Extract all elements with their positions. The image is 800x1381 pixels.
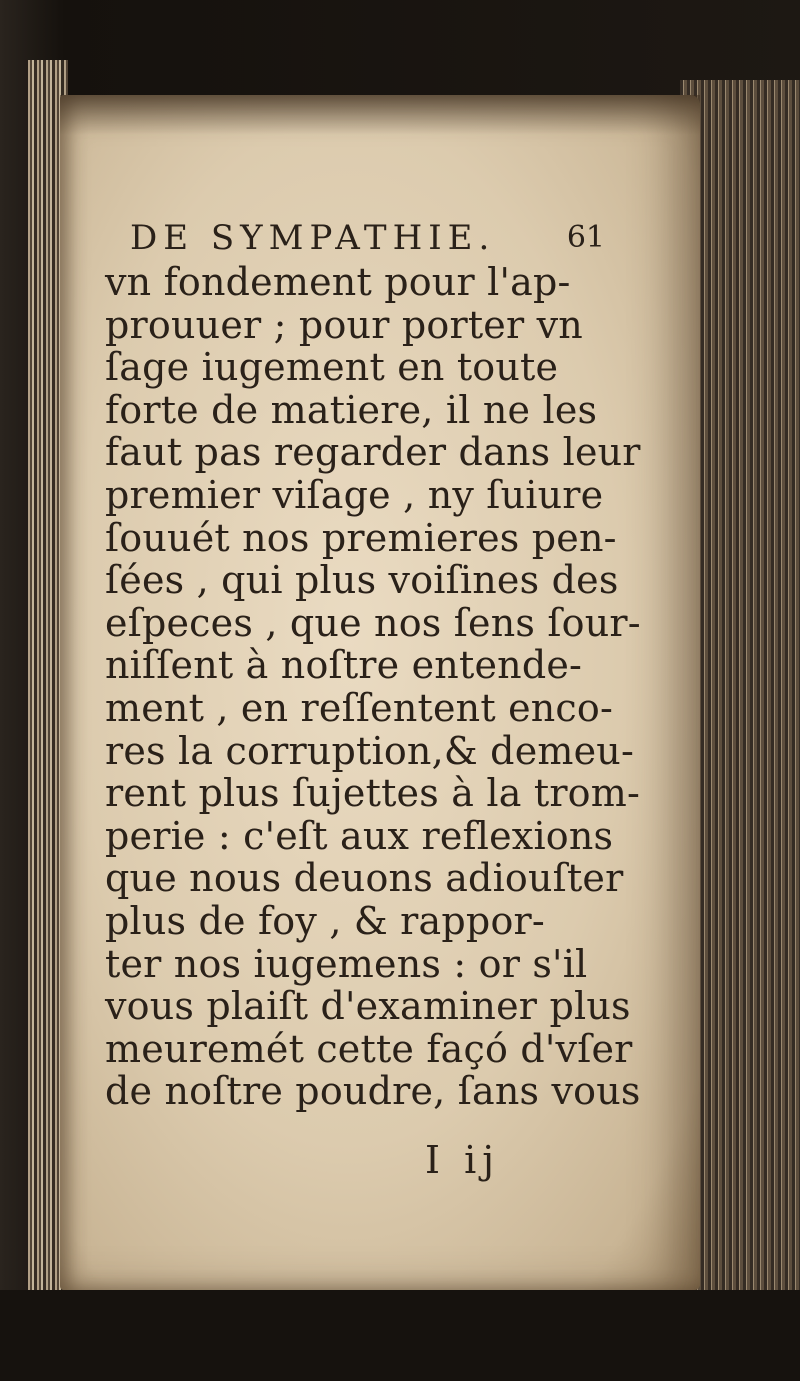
text-line: premier viſage , ny ſuiure [105, 472, 604, 517]
text-line: vous plaiſt d'examiner plus [105, 984, 631, 1029]
text-line: ment , en reſſentent enco- [105, 685, 614, 730]
text-line: niſſent à noſtre entende- [105, 643, 583, 688]
text-line: ſées , qui plus voiſines des [105, 558, 619, 603]
text-line: vn fondement pour l'ap- [105, 260, 571, 304]
page-number: 61 [566, 220, 605, 255]
text-line: eſpeces , que nos ſens ſour- [105, 600, 641, 645]
text-line: forte de matiere, il ne les [105, 387, 598, 432]
text-line: ter nos iugemens : or s'il [105, 941, 588, 986]
text-line: ſage iugement en toute [105, 345, 559, 390]
text-line: plus de foy , & rappor- [105, 898, 545, 943]
page-shadow [60, 95, 700, 135]
text-line: rent plus ſujettes à la trom- [105, 771, 641, 816]
background-bottom [0, 1290, 800, 1381]
text-line: meuremét cette façó d'vſer [105, 1026, 633, 1071]
text-line: ſouuét nos premieres pen- [105, 515, 617, 560]
text-line: prouuer ; pour porter vn [105, 302, 583, 347]
text-line: que nous deuons adiouſter [105, 856, 624, 901]
running-title: DE SYMPATHIE. [130, 218, 496, 258]
running-head [105, 215, 665, 261]
text-line: faut pas regarder dans leur [105, 430, 641, 475]
page-text [105, 215, 665, 1113]
text-line: de noſtre poudre, ſans vous [105, 1069, 641, 1114]
signature-mark: I ij [425, 1138, 501, 1182]
text-line: perie : c'eſt aux reflexions [105, 813, 614, 858]
text-line: res la corruption,& demeu- [105, 728, 635, 773]
